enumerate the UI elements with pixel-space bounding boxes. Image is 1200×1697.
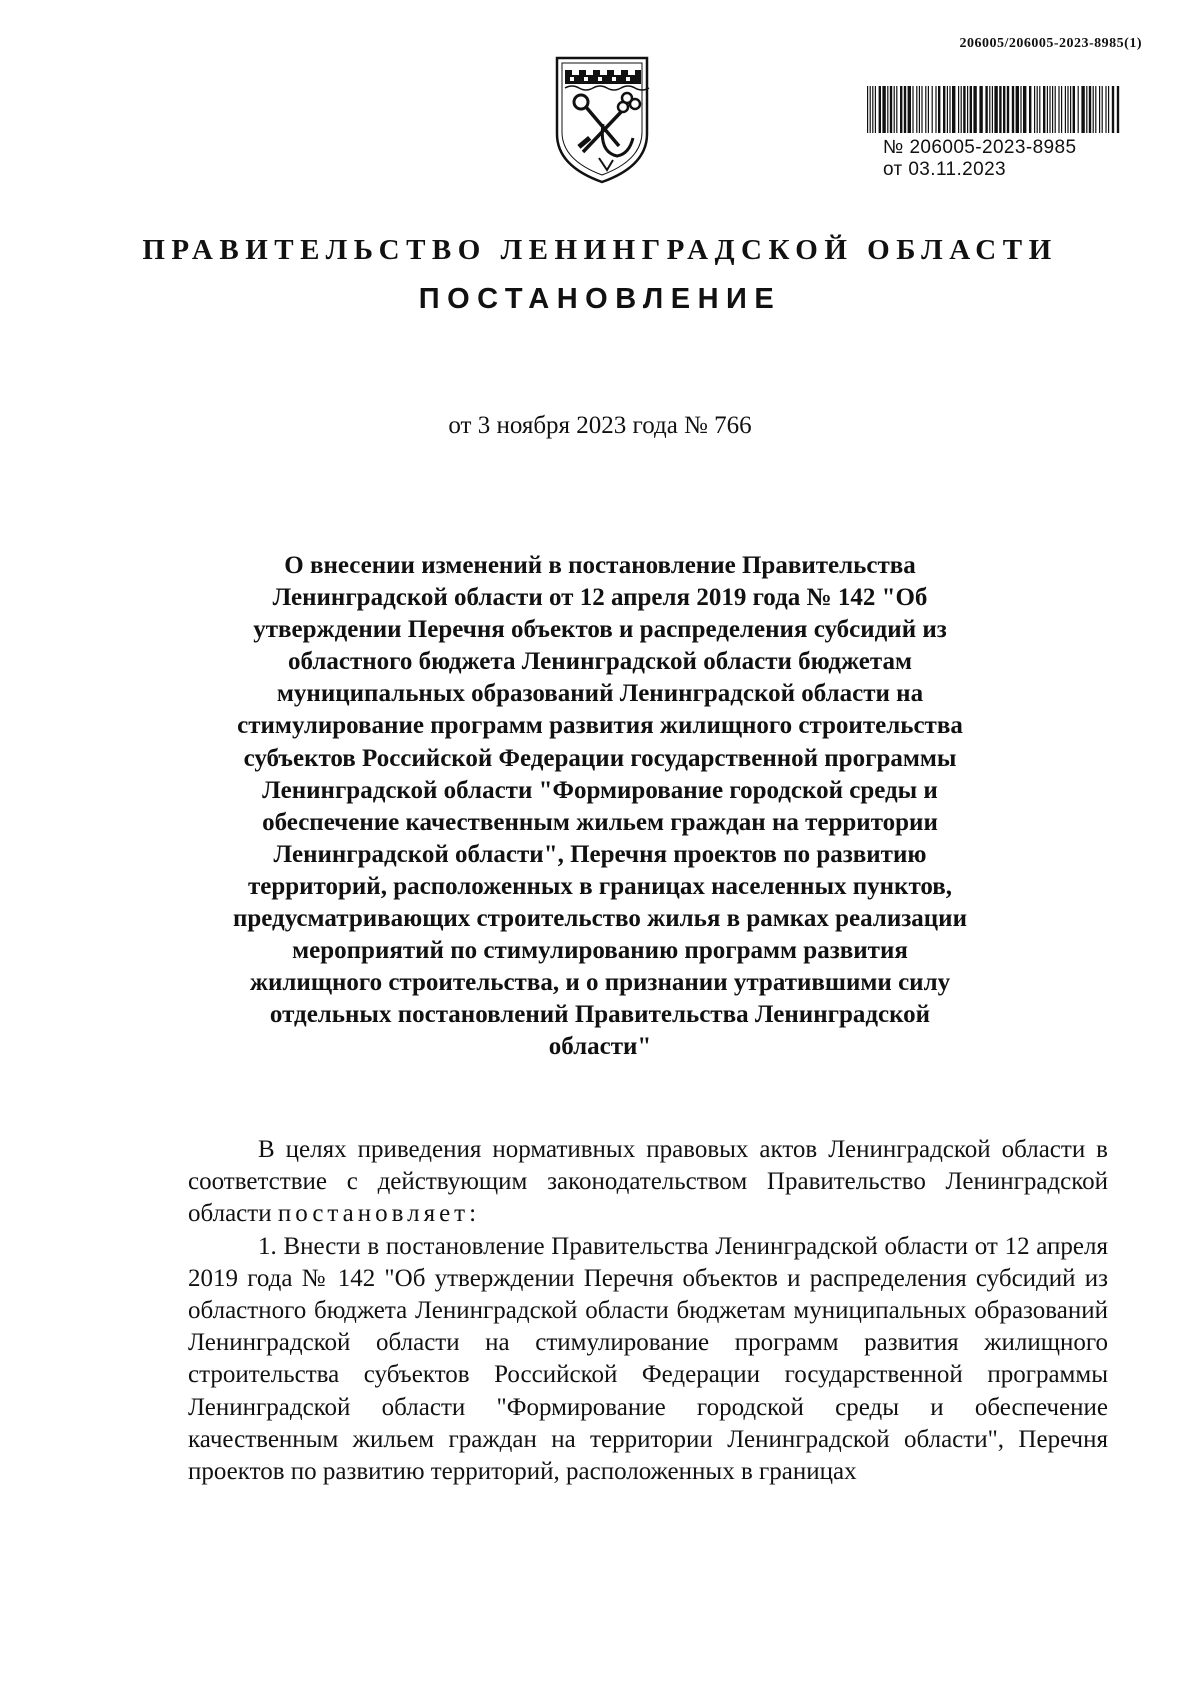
- registration-code: 206005/206005-2023-8985(1): [959, 36, 1142, 51]
- coat-of-arms-icon: [553, 54, 651, 184]
- document-date-number: от 3 ноября 2023 года № 766: [448, 412, 752, 439]
- item-1-paragraph: 1. Внести в постановление Правительства Ленинградской области от 12 апреля 2019 года № 142 "Об утверждении Перечня объектов и распределения субсидий из областного бюджета Ленинградской области бюджетам муниципальных образований Ленинградской области на стимулирование программ развития жилищного строительства субъектов Российской Федерации государственной программы Ленинградской области "Формирование городской среды и обеспечение качественным жильем граждан на территории Ленинградской области", Перечня проектов по развитию территорий, расположенных в границах: [188, 1232, 1108, 1486]
- document-subject: О внесении изменений в постановление Правительства Ленинградской области от 12 апреля 2019 года № 142 "Об утверждении Перечня объектов и распределения субсидий из областного бюджета Ленинградской области бюджетам муниципальных образований Ленинградской области на стимулирование программ развития жилищного строительства субъектов Российской Федерации государственной программы Ленинградской области "Формирование городской среды и обеспечение качественным жильем граждан на территории Ленинградской области", Перечня проектов по развитию территорий, расположенных в границах населенных пунктов, предусматривающих строительство жилья в рамках реализации мероприятий по стимулированию программ развития жилищного строительства, и о признании утратившими силу отдельных постановлений Правительства Ленинградской области": [232, 552, 967, 1061]
- preamble-paragraph: [188, 1134, 1108, 1231]
- preamble-text: В целях приведения нормативных правовых актов Ленинградской области в соответствие с действующим законодательством Правительство Ленинградской области: [188, 1136, 1108, 1228]
- document-body: [188, 1134, 1108, 1488]
- registration-date: от 03.11.2023: [883, 159, 1007, 180]
- decree-word: постановляет:: [277, 1200, 481, 1228]
- registration-number: № 206005-2023-8985: [883, 137, 1077, 158]
- government-title: ПРАВИТЕЛЬСТВО ЛЕНИНГРАДСКОЙ ОБЛАСТИ: [142, 234, 1058, 266]
- barcode: [867, 86, 1120, 133]
- document-type: ПОСТАНОВЛЕНИЕ: [418, 283, 782, 315]
